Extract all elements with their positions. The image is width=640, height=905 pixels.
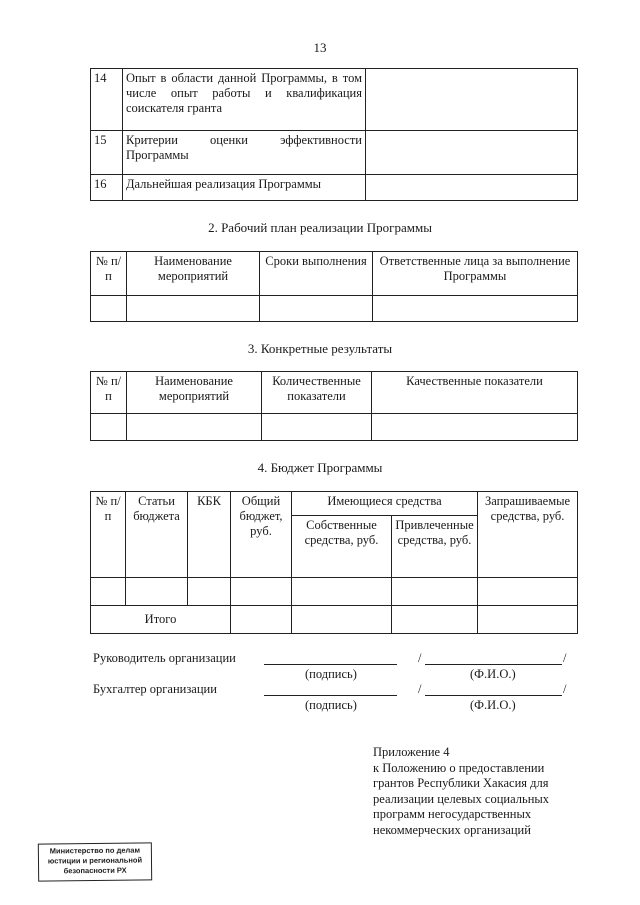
column-header: Привлеченные средства, руб. xyxy=(392,516,478,578)
appendix-line: к Положению о предоставлении xyxy=(373,760,545,775)
criteria-text: Критерии оценки эффективности Программы xyxy=(123,131,366,175)
head-signature-line xyxy=(264,664,397,665)
table-header-row xyxy=(91,252,578,296)
table-row xyxy=(91,296,578,322)
accountant-sign-caption: (подпись) xyxy=(305,698,357,712)
column-header: № п/п xyxy=(91,372,127,414)
column-header: № п/п xyxy=(91,492,126,578)
criteria-value xyxy=(366,175,578,201)
appendix-note xyxy=(373,745,549,838)
budget-table xyxy=(90,491,578,634)
accountant-slash-left: / xyxy=(418,682,422,696)
table-row xyxy=(91,578,578,606)
page-number: 13 xyxy=(313,40,327,55)
column-header: Качественные показатели xyxy=(372,372,578,414)
accountant-name-caption: (Ф.И.О.) xyxy=(470,698,516,712)
accountant-label: Бухгалтер организации xyxy=(93,682,217,696)
column-header: Собственные средства, руб. xyxy=(292,516,392,578)
table-row xyxy=(91,69,578,131)
criteria-value xyxy=(366,131,578,175)
column-header: КБК xyxy=(188,492,231,578)
accountant-name-line xyxy=(425,695,562,696)
accountant-slash-right: / xyxy=(563,682,567,696)
appendix-line: реализации целевых социальных xyxy=(373,791,550,806)
results-table xyxy=(90,371,578,441)
head-slash-right: / xyxy=(563,651,567,665)
stamp-line: безопасности РХ xyxy=(63,865,127,876)
stamp-line: Министерство по делам xyxy=(49,845,141,856)
criteria-text: Опыт в области данной Программы, в том числе опыт работы и квалификация соискателя гранта xyxy=(123,69,366,131)
appendix-line: некоммерческих организаций xyxy=(373,822,531,837)
row-number: 14 xyxy=(91,69,123,131)
work-plan-table xyxy=(90,251,578,322)
head-name-line xyxy=(425,664,562,665)
appendix-line: Приложение 4 xyxy=(373,745,450,759)
head-label: Руководитель организации xyxy=(93,651,236,665)
table-row xyxy=(91,131,578,175)
column-header: Запрашиваемые средства, руб. xyxy=(478,492,578,578)
total-row xyxy=(91,606,578,634)
head-name-caption: (Ф.И.О.) xyxy=(470,667,516,681)
column-header: Наименование мероприятий xyxy=(127,372,262,414)
stamp-line: юстиции и региональной xyxy=(47,855,143,866)
head-sign-caption: (подпись) xyxy=(305,667,357,681)
column-header: Ответственные лица за выполнение Программы xyxy=(373,252,578,296)
table-header-row xyxy=(91,492,578,516)
table-row xyxy=(91,414,578,441)
column-header: Статьи бюджета xyxy=(126,492,188,578)
section-title: 3. Конкретные результаты xyxy=(247,341,393,356)
appendix-line: программ негосударственных xyxy=(373,807,532,821)
criteria-text: Дальнейшая реализация Программы xyxy=(123,175,366,201)
criteria-value xyxy=(366,69,578,131)
ministry-stamp xyxy=(38,842,152,881)
section-title: 4. Бюджет Программы xyxy=(257,460,383,475)
appendix-line: грантов Республики Хакасия для xyxy=(373,776,549,790)
table-header-row xyxy=(91,372,578,414)
column-header: Количественные показатели xyxy=(262,372,372,414)
column-header: № п/п xyxy=(91,252,127,296)
row-number: 15 xyxy=(91,131,123,175)
head-slash-left: / xyxy=(418,651,422,665)
row-number: 16 xyxy=(91,175,123,201)
table-row xyxy=(91,175,578,201)
accountant-signature-line xyxy=(264,695,397,696)
criteria-table xyxy=(90,68,578,201)
column-header: Сроки выполнения xyxy=(260,252,373,296)
total-label: Итого xyxy=(91,606,231,634)
column-header: Общий бюджет, руб. xyxy=(231,492,292,578)
column-header: Наименование мероприятий xyxy=(127,252,260,296)
section-title: 2. Рабочий план реализации Программы xyxy=(208,220,432,235)
column-header: Имеющиеся средства xyxy=(292,492,478,516)
